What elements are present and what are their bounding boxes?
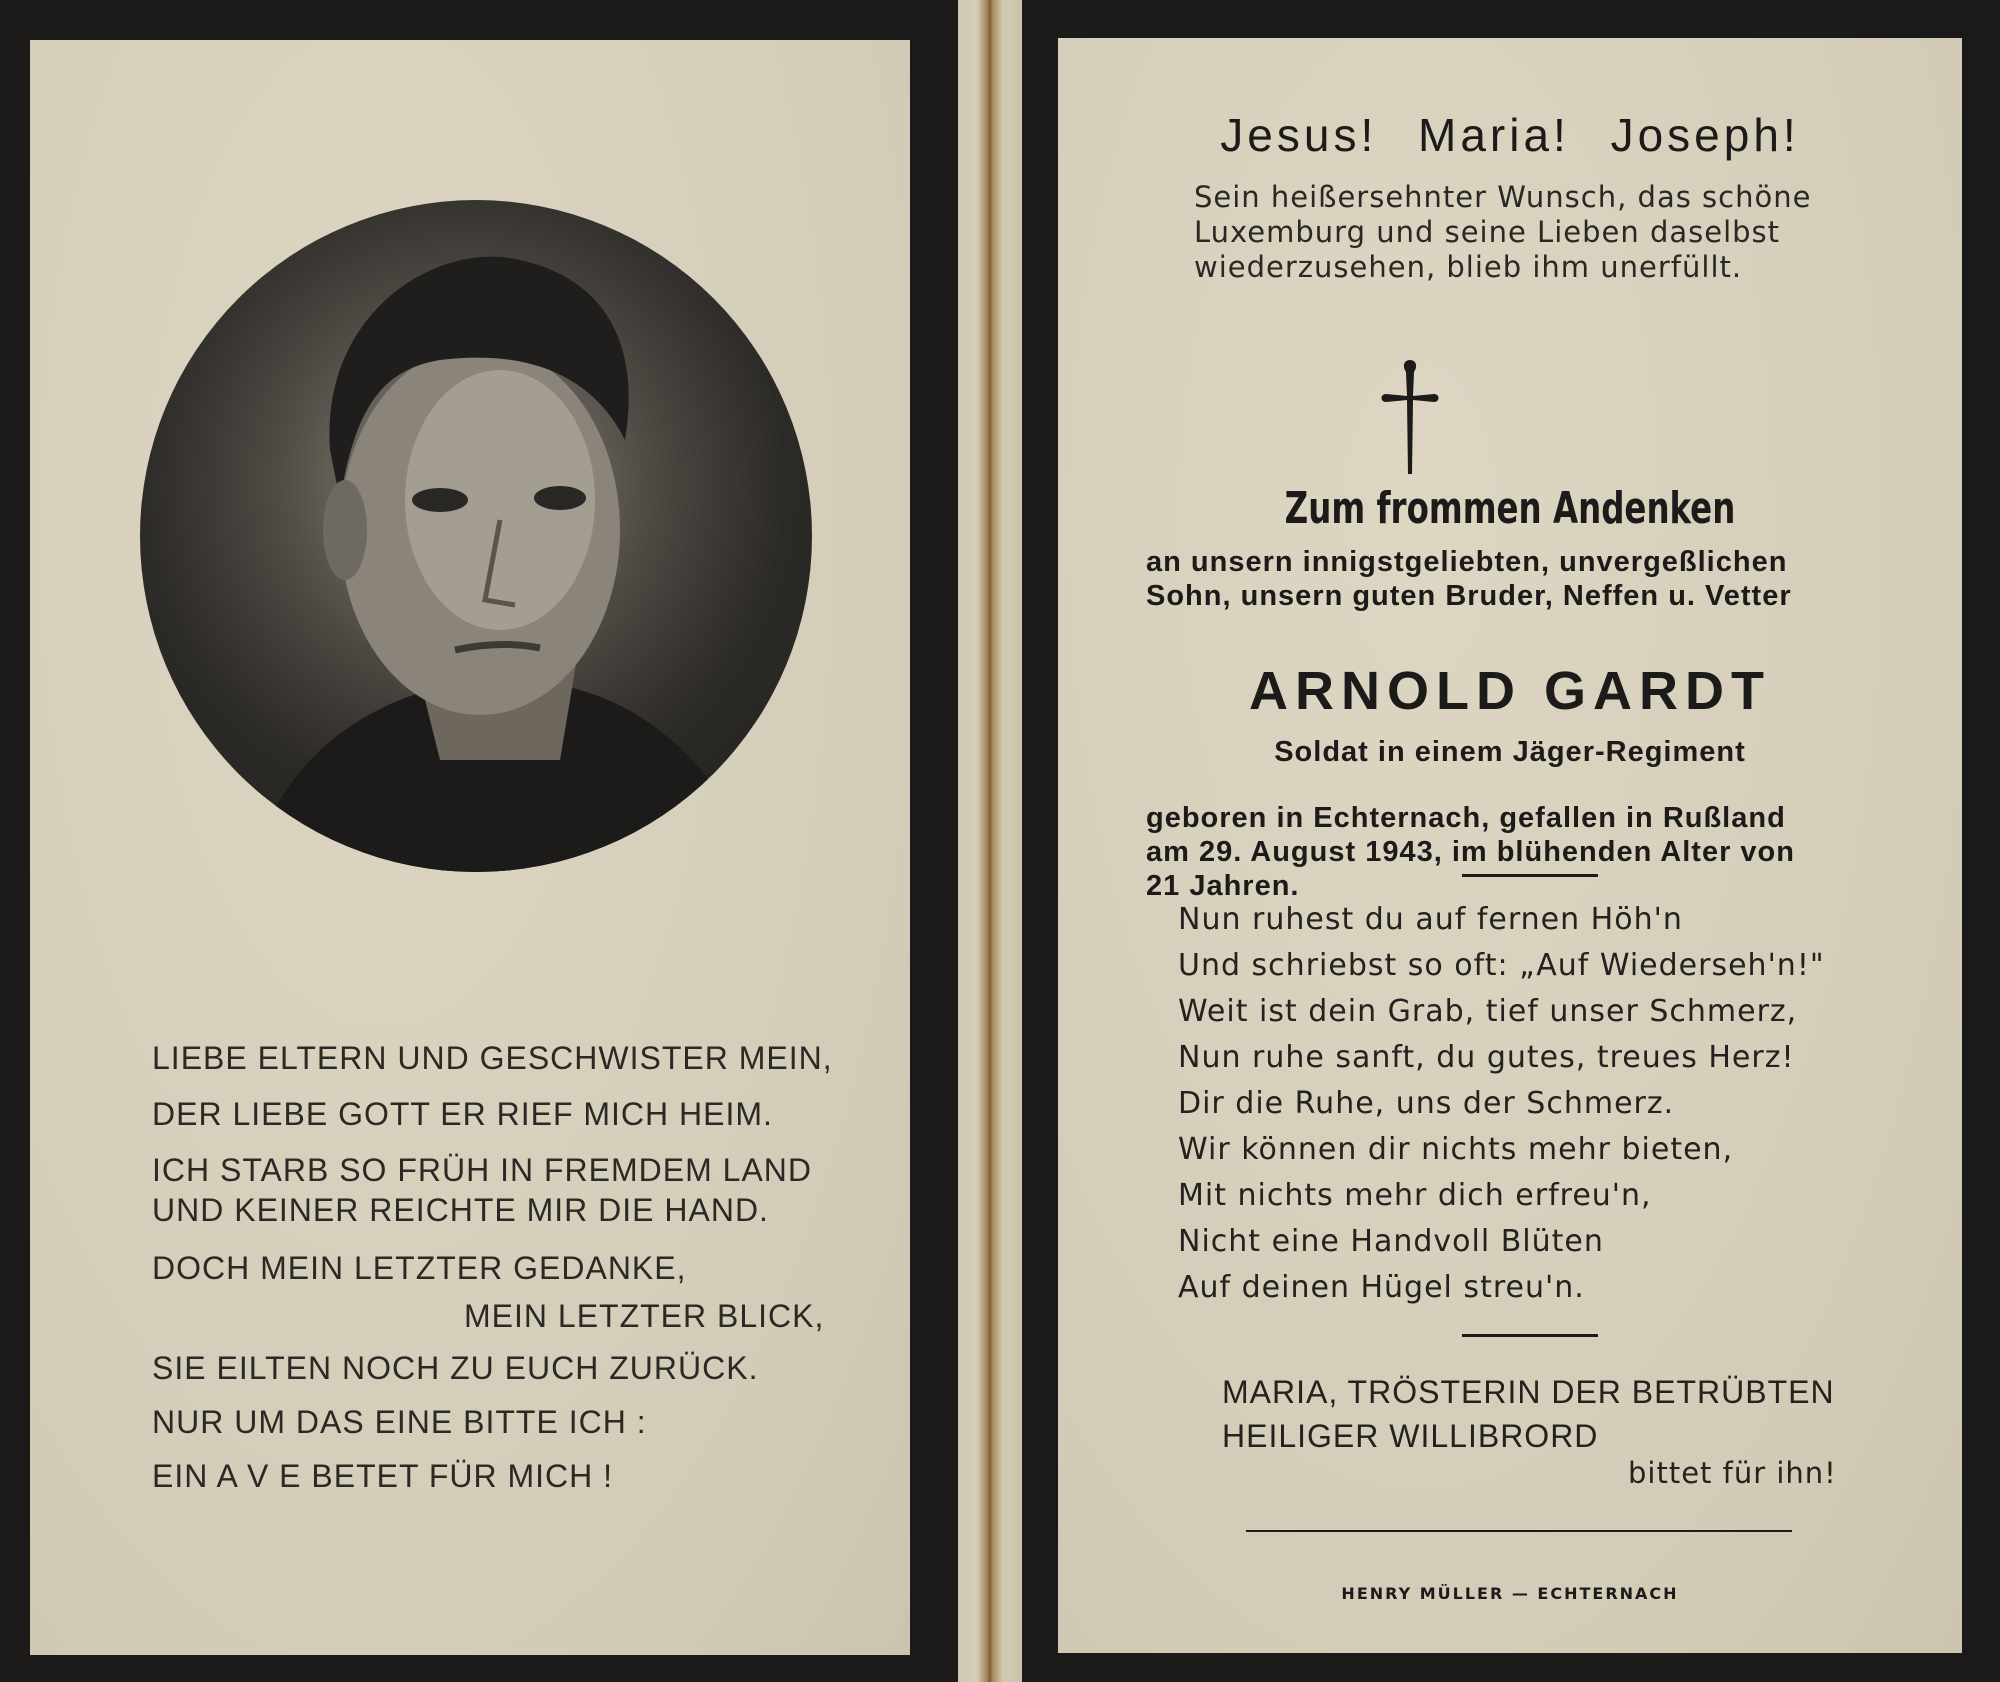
left-card-border: [0, 0, 958, 1682]
intro-line: Sohn, unsern guten Bruder, Neffen u. Vetter: [1146, 580, 1792, 612]
bio-line: am 29. August 1943, im blühenden Alter von: [1146, 836, 1795, 868]
poem-line: MEIN LETZTER BLICK,: [464, 1298, 825, 1334]
verse-line: Wir können dir nichts mehr bieten,: [1178, 1132, 1734, 1167]
wish-line: wiederzusehen, blieb ihm unerfüllt.: [1194, 250, 1743, 284]
intro-line: an unsern innigstgeliebten, unvergeßlichen: [1146, 546, 1788, 578]
prayer-line: bittet für ihn!: [1628, 1456, 1837, 1490]
printer-credit: HENRY MÜLLER — ECHTERNACH: [1341, 1584, 1679, 1603]
cross-icon: [1378, 358, 1442, 478]
verse-line: Und schriebst so oft: „Auf Wiederseh'n!": [1178, 948, 1825, 983]
verse-line: Mit nichts mehr dich erfreu'n,: [1178, 1178, 1652, 1213]
poem-line: DER LIEBE GOTT ER RIEF MICH HEIM.: [152, 1096, 773, 1132]
heading: Jesus! Maria! Joseph!: [1220, 109, 1800, 161]
verse-line: Nun ruhest du auf fernen Höh'n: [1178, 902, 1683, 937]
poem-line: ICH STARB SO FRÜH IN FREMDEM LAND: [152, 1152, 812, 1188]
portrait-photo: [140, 200, 812, 872]
wish-line: Luxemburg und seine Lieben daselbst: [1194, 215, 1781, 249]
divider: [1462, 1334, 1598, 1337]
verse-line: Nun ruhe sanft, du gutes, treues Herz!: [1178, 1040, 1795, 1075]
poem-line: DOCH MEIN LETZTER GEDANKE,: [152, 1250, 687, 1286]
poem-line: UND KEINER REICHTE MIR DIE HAND.: [152, 1192, 769, 1228]
card-fold: [958, 0, 1022, 1682]
memory-title: Zum frommen Andenken: [1284, 483, 1736, 534]
bio-line: geboren in Echternach, gefallen in Rußland: [1146, 802, 1786, 834]
prayer-line: MARIA, TRÖSTERIN DER BETRÜBTEN: [1222, 1374, 1835, 1410]
left-page: [30, 40, 910, 1655]
divider: [1246, 1530, 1792, 1532]
poem-line: NUR UM DAS EINE BITTE ICH :: [152, 1404, 647, 1440]
verse-line: Auf deinen Hügel streu'n.: [1178, 1270, 1585, 1305]
right-card-border: [1022, 0, 2000, 1682]
deceased-name: ARNOLD GARDT: [1249, 661, 1771, 721]
verse-line: Nicht eine Handvoll Blüten: [1178, 1224, 1604, 1259]
verse-line: Weit ist dein Grab, tief unser Schmerz,: [1178, 994, 1798, 1029]
portrait-figure: [140, 200, 812, 872]
bio-line: 21 Jahren.: [1146, 870, 1300, 902]
wish-line: Sein heißersehnter Wunsch, das schöne: [1194, 180, 1812, 214]
verse-line: Dir die Ruhe, uns der Schmerz.: [1178, 1086, 1675, 1121]
military-rank: Soldat in einem Jäger-Regiment: [1274, 736, 1746, 768]
poem-line: SIE EILTEN NOCH ZU EUCH ZURÜCK.: [152, 1350, 759, 1386]
prayer-line: HEILIGER WILLIBRORD: [1222, 1418, 1599, 1454]
poem-line: LIEBE ELTERN UND GESCHWISTER MEIN,: [152, 1040, 833, 1076]
poem-line: EIN A V E BETET FÜR MICH !: [152, 1458, 614, 1494]
right-page: [1058, 38, 1962, 1653]
divider: [1462, 874, 1598, 877]
